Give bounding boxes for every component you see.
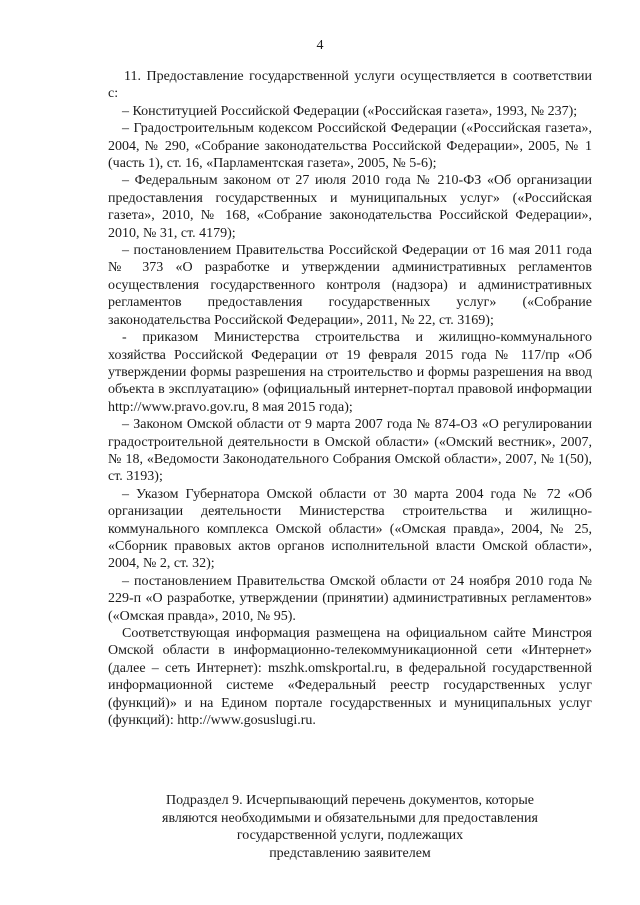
subsection-heading: [108, 792, 592, 862]
paragraph-intro: 11. Предоставление государственной услуги осуществляется в соответствии с:: [108, 69, 592, 102]
paragraph-ministry-order-117: - приказом Министерства строительства и жилищно-коммунального хозяйства Российской Федерации от 19 февраля 2015 года № 117/пр «Об утверждении формы разрешения на строительство и формы разрешения на ввод объекта в эксплуатацию» (официальный интернет-портал правовой информации http://www.pravo.gov.ru, 8 мая 2015 года);: [108, 330, 592, 415]
subsection-line: государственной услуги, подлежащих: [236, 828, 464, 844]
paragraph-constitution: – Конституцией Российской Федерации («Российская газета», 1993, № 237);: [122, 103, 578, 119]
document-body: [108, 68, 592, 729]
page-number: 4: [316, 38, 324, 53]
paragraph-government-resolution-373: – постановлением Правительства Российской Федерации от 16 мая 2011 года № 373 «О разработке и утверждении административных регламентов осуществления государственного контроля (надзора) и административных регламентов предоставления государственных услуг» («Собрание законодательства Российской Федерации», 2011, № 22, ст. 3169);: [108, 243, 592, 328]
paragraph-governor-decree-72: – Указом Губернатора Омской области от 30 марта 2004 года № 72 «Об организации деятельности Министерства строительства и жилищно-коммунального комплекса Омской области» («Омская правда», 2004, № 25, «Сборник правовых актов органов исполнительной власти Омской области», 2004, № 2, ст. 32);: [108, 486, 592, 572]
paragraph-omsk-law-874: – Законом Омской области от 9 марта 2007 года № 874-ОЗ «О регулировании градостроительной деятельности в Омской области» («Омский вестник», 2007, № 18, «Ведомости Законодательного Собрания Омской области», 2007, № 1(50), ст. 3193);: [108, 417, 592, 485]
paragraph-federal-law-210: – Федеральным законом от 27 июля 2010 года № 210-ФЗ «Об организации предоставления государственных и муниципальных услуг» («Российская газета», 2010, № 168, «Собрание законодательства Российской Федерации», 2010, № 31, ст. 4179);: [108, 173, 592, 241]
subsection-line: Подраздел 9. Исчерпывающий перечень документов, которые: [165, 793, 535, 808]
paragraph-omsk-resolution-229: – постановлением Правительства Омской области от 24 ноября 2010 года № 229-п «О разработке, утверждении (принятии) административных регламентов» («Омская правда», 2010, № 95).: [108, 573, 592, 624]
paragraph-information-sources: Соответствующая информация размещена на официальном сайте Минстроя Омской области в информационно-телекоммуникационной сети «Интернет» (далее – сеть Интернет): mszhk.omskportal.ru, в федеральной государственной информационной системе «Федеральный реестр государственных услуг (функций)» и на Едином портале государственных и муниципальных услуг (функций): http://www.gosuslugi.ru.: [108, 626, 592, 729]
subsection-line: являются необходимыми и обязательными для предоставления: [162, 810, 538, 826]
paragraph-urban-planning-code: – Градостроительным кодексом Российской Федерации («Российская газета», 2004, № 290, «Собрание законодательства Российской Федерации», 2005, № 1 (часть 1), ст. 16, «Парламентская газета», 2005, № 5-6);: [108, 121, 592, 172]
subsection-line: представлению заявителем: [269, 845, 431, 861]
